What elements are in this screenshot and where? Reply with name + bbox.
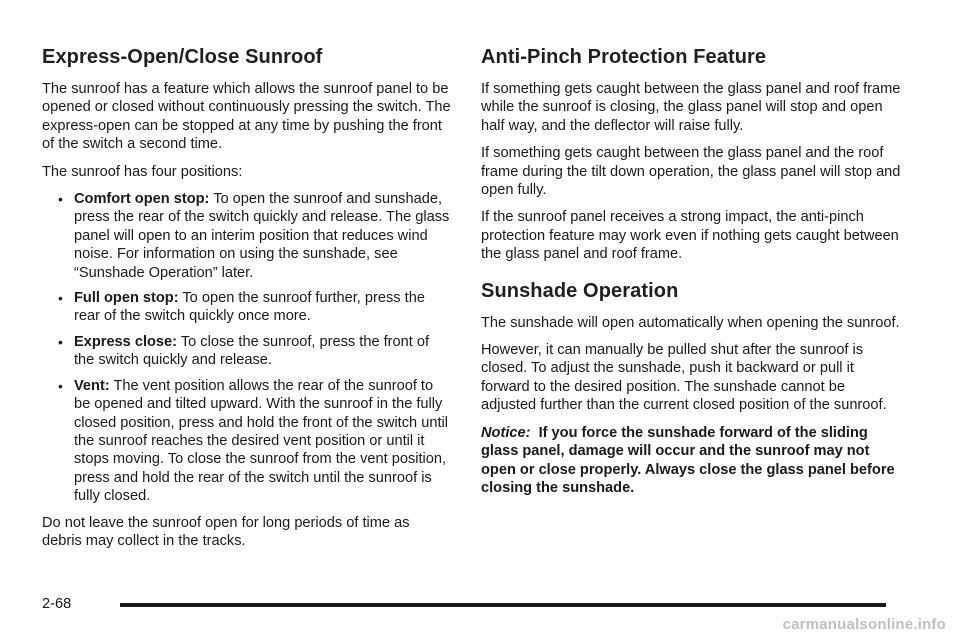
- intro-paragraph: The sunroof has a feature which allows the sunroof panel to be opened or closed without continuously pressing the switch. The express-open can be stopped at any time by pushing the front of the switch a second time.: [42, 81, 451, 153]
- bullet-icon: •: [58, 333, 63, 350]
- bullet-term: Full open stop:: [74, 290, 179, 307]
- anti-pinch-paragraph-1: If something gets caught between the glass panel and roof frame while the sunroof is closing, the glass panel will stop and open half way, and the deflector will raise fully.: [481, 81, 901, 134]
- section-heading-sunshade: Sunshade Operation: [481, 279, 679, 302]
- bullet-term: Vent:: [74, 377, 110, 394]
- anti-pinch-paragraph-3: If the sunroof panel receives a strong impact, the anti-pinch protection feature may work even if nothing gets caught between the glass panel and roof frame.: [481, 209, 899, 263]
- list-item: [58, 333, 452, 370]
- bullet-icon: •: [58, 377, 63, 394]
- notice-paragraph: [481, 424, 901, 498]
- bullet-text: To open the sunroof further, press the rear of the switch quickly once more.: [74, 290, 425, 325]
- page-number: 2-68: [42, 596, 72, 612]
- sunshade-paragraph-1: The sunshade will open automatically when opening the sunroof.: [481, 314, 900, 331]
- bullet-icon: •: [58, 191, 63, 208]
- right-column: [481, 44, 901, 506]
- list-item: [58, 289, 452, 326]
- left-column: [42, 44, 452, 559]
- sunshade-paragraph-2: However, it can manually be pulled shut after the sunroof is closed. To adjust the sunshade, push it backward or pull it forward to the desired position. The sunshade cannot be adjusted further than the current closed position of the sunroof.: [481, 342, 887, 414]
- anti-pinch-paragraph-2: If something gets caught between the glass panel and the roof frame during the tilt down operation, the glass panel will stop and open fully.: [481, 145, 901, 199]
- list-item: [58, 377, 452, 506]
- watermark-text: carmanualsonline.info: [782, 616, 946, 633]
- section-heading-anti-pinch: Anti-Pinch Protection Feature: [481, 46, 767, 68]
- bullet-icon: •: [58, 290, 63, 307]
- footer-divider: [120, 603, 886, 607]
- closing-paragraph: Do not leave the sunroof open for long periods of time as debris may collect in the tracks.: [42, 514, 410, 549]
- positions-list: [42, 190, 452, 506]
- bullet-term: Comfort open stop:: [74, 191, 210, 208]
- list-item: [58, 190, 452, 282]
- bullet-text: The vent position allows the rear of the sunroof to be opened and tilted upward. With the sunroof in the fully closed position, press and hold the front of the switch until the sunroof reaches the desired vent position or until it stops moving. To close the sunroof from the vent position, press and hold the rear of the switch until the sunroof is fully closed.: [74, 377, 448, 505]
- notice-label: Notice:: [481, 424, 531, 441]
- positions-intro: The sunroof has four positions:: [42, 163, 243, 180]
- section-heading-express-open: Express-Open/Close Sunroof: [42, 46, 323, 68]
- notice-text: If you force the sunshade forward of the sliding glass panel, damage will occur and the sunroof may not open or close properly. Always close the glass panel before closing the sunshade.: [481, 424, 895, 496]
- bullet-text: To open the sunroof and sunshade, press the rear of the switch quickly and release. The glass panel will open to an interim position that reduces wind noise. For information on using the sunshade, see “Sunshade Operation” later.: [74, 191, 450, 281]
- bullet-term: Express close:: [74, 333, 178, 350]
- bullet-text: To close the sunroof, press the front of the switch quickly and release.: [74, 333, 430, 369]
